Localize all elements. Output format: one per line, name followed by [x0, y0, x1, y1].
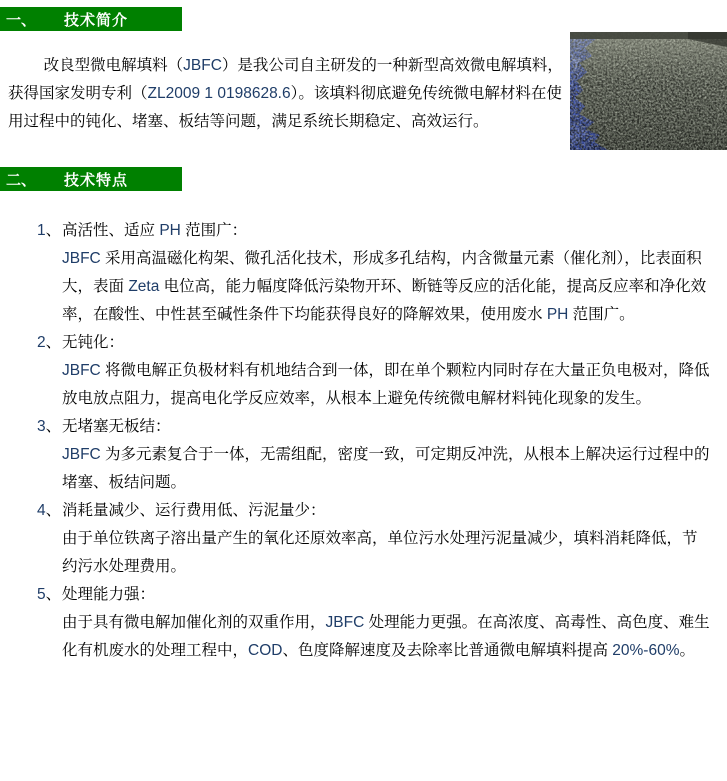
- section-number: 二、: [6, 171, 37, 189]
- section-title: 技术简介: [64, 11, 129, 29]
- feature-item: [37, 217, 727, 329]
- section-heading-tech-intro: [0, 7, 182, 31]
- section-heading-tech-features: [0, 167, 182, 191]
- feature-number: 4、: [37, 502, 62, 519]
- feature-title: 高活性、适应 PH 范围广：: [62, 222, 248, 239]
- feature-number: 5、: [37, 586, 62, 603]
- feature-title: 无堵塞无板结：: [62, 418, 171, 435]
- feature-item: [37, 413, 727, 497]
- feature-number: 3、: [37, 418, 62, 435]
- feature-number: 2、: [37, 334, 62, 351]
- feature-title: 消耗量减少、运行费用低、污泥量少：: [62, 502, 326, 519]
- feature-number: 1、: [37, 222, 62, 239]
- feature-body: JBFC 采用高温磁化构架、微孔活化技术，形成多孔结构，内含微量元素（催化剂），比表面积大，表面 Zeta 电位高，能力幅度降低污染物开环、断链等反应的活化能，提高反应率和净化效率，在酸性、中性甚至碱性条件下均能获得良好的降解效果，使用废水 PH 范围广。: [62, 250, 707, 323]
- intro-paragraph: 改良型微电解填料（JBFC）是我公司自主研发的一种新型高效微电解填料，获得国家发明专利（ZL2009 1 0198628.6）。该填料彻底避免传统微电解材料在使用过程中的钝化、堵塞、板结等问题，满足系统长期稳定、高效运行。: [8, 57, 563, 130]
- feature-title: 无钝化：: [62, 334, 125, 351]
- feature-item: [37, 329, 727, 413]
- feature-body: 由于单位铁离子溶出量产生的氧化还原效率高，单位污水处理污泥量减少，填料消耗降低，节约污水处理费用。: [62, 530, 698, 575]
- section-title: 技术特点: [64, 171, 129, 189]
- feature-item: [37, 581, 727, 665]
- feature-item: [37, 497, 727, 581]
- feature-body: JBFC 将微电解正负极材料有机地结合到一体，即在单个颗粒内同时存在大量正负电极对，降低放电放点阻力，提高电化学反应效率，从根本上避免传统微电解材料钝化现象的发生。: [62, 362, 710, 407]
- product-photo-pellets-image: [570, 32, 727, 150]
- feature-list: [0, 217, 727, 665]
- section-number: 一、: [6, 11, 37, 29]
- feature-title: 处理能力强：: [62, 586, 156, 603]
- feature-body: JBFC 为多元素复合于一体，无需组配，密度一致，可定期反冲洗，从根本上解决运行过程中的堵塞、板结问题。: [62, 446, 710, 491]
- photo-lighting: [570, 32, 727, 150]
- feature-body: 由于具有微电解加催化剂的双重作用，JBFC 处理能力更强。在高浓度、高毒性、高色度、难生化有机废水的处理工程中，COD、色度降解速度及去除率比普通微电解填料提高 20%-60%。: [62, 614, 710, 659]
